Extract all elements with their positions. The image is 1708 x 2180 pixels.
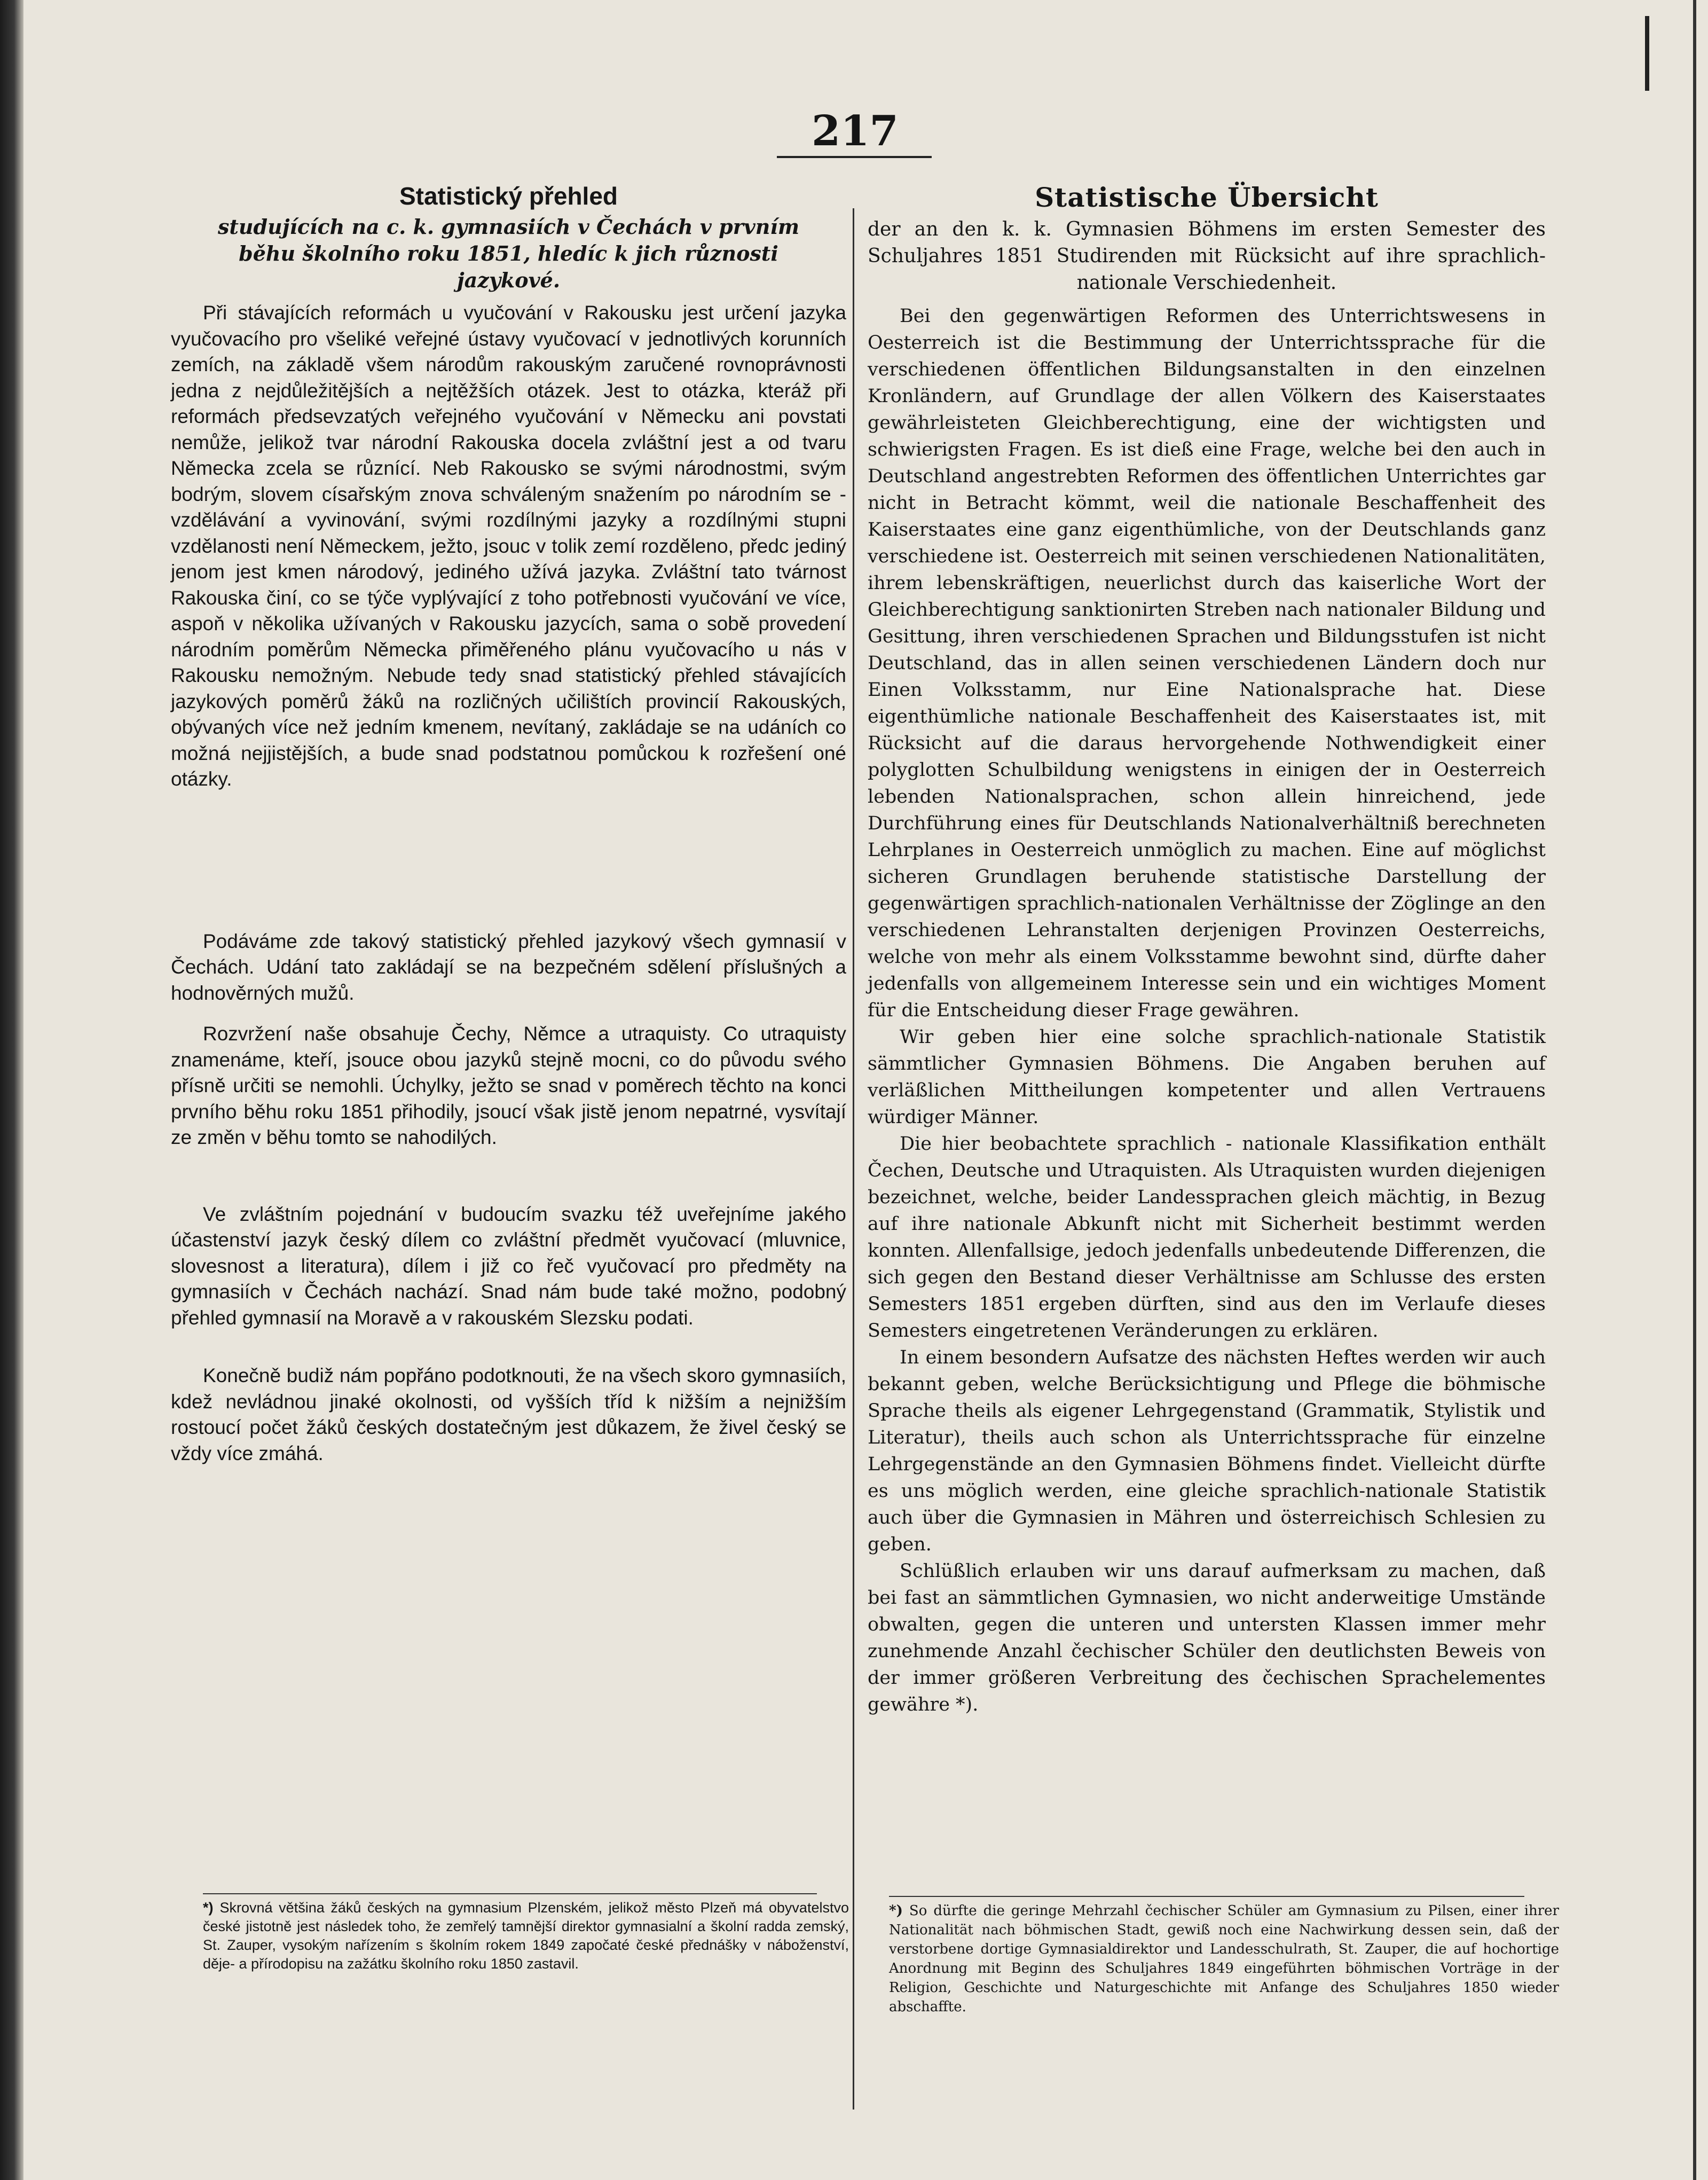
german-paragraph: Schlüßlich erlauben wir uns darauf aufmerksam zu machen, daß bei fast an sämmtlichen Gymnasien, wo nicht anderweitige Umstände obwalten, gegen die unteren und untersten Klassen immer mehr zunehmende Anzahl čechischer Schüler den deutlichsten Beweis von der immer größeren Verbreitung des čechischen Sprachelementes gewähre *). bbox=[868, 1560, 1546, 1715]
czech-title: Statistický přehled bbox=[399, 182, 618, 210]
czech-paragraph: Podáváme zde takový statistický přehled jazykový všech gymnasií v Čechách. Udání tato zakládají se na bezpečném sdělení příslušných a hodnověrných mužů. bbox=[171, 930, 846, 1004]
page-edge bbox=[1693, 0, 1696, 2180]
header-rule bbox=[777, 156, 932, 158]
column-divider bbox=[853, 208, 854, 2110]
czech-paragraph: Při stávajících reformách u vyučování v Rakousku jest určení jazyka vyučovacího pro všeliké veřejné ústavy vyučovací v jednotlivých korunních zemích, na základě všem národům rakouským zaručené rovnoprávnosti jedna z nejdůležitějších a nejtěžších otázek. Jest to otázka, kteráž při reformách předsevzatých veřejného vyučování v Německu ani povstati nemůže, jelikož tvar národní Rakouska docela zvláštní jest a od tvaru Německa zcela se různící. Neb Rakousko se svými národnostmi, svým bodrým, slovem císařským znova schváleným snažením po národním se - vzdělávání a vyvinování, svými rozdílnými jazyky a rozdílnými stupni vzdělanosti není Německem, ježto, jsouc v tolik zemí rozděleno, předc jediný jenom jest kmen národový, jediného užívá jazyka. Zvláštní tato tvárnost Rakouska činí, co se týče vyplývající z toho potřebnosti vyučování ve více, aspoň v několika užívaných v Rakousku jazycích, sama o sobě provedení národním poměrům Německa přiměřeného plánu vyučovacího u nás v Rakousku nemožným. Nebude tedy snad statistický přehled stávajících jazykových poměrů žáků na rozličných učilištích provincií Rakouských, obývaných více než jedním kmenem, nevítaný, zakládaje se na udáních co možná nejjistějších, a bude snad podstatnou pomůckou k rozřešení oné otázky. bbox=[171, 302, 846, 790]
german-paragraph: In einem besondern Aufsatze des nächsten Heftes werden wir auch bekannt geben, welche Berücksichtigung und Pflege die böhmische Sprache theils als eigener Lehrgegenstand (Grammatik, Stylistik und Literatur), theils auch schon als Unterrichtssprache für einzelne Lehrgegenstände an den Gymnasien Böhmens findet. Vielleicht dürfte es uns möglich werden, eine gleiche sprachlich-nationale Statistik auch über die Gymnasien in Mähren und österreichisch Schlesien zu geben. bbox=[868, 1347, 1546, 1555]
czech-paragraph: Konečně budiž nám popřáno podotknouti, že na všech skoro gymnasiích, kdež nevládnou jinaké okolnosti, od vyšších tříd k nižším a nejnižším rostoucí počet žáků českých dostatečným jest důkazem, že živel český se vždy více zmáhá. bbox=[171, 1365, 846, 1464]
czech-paragraph: Ve zvláštním pojednání v budoucím svazku též uveřejníme jakého účastenství jazyk český dílem co zvláštní předmět vyučovací (mluvnice, slovesnost a literatura), dílem i již co řeč vyučovací pro předměty na gymnasiích v Čechách nachází. Snad nám bude také možno, podobný přehled gymnasií na Moravě a v rakouském Slezsku podati. bbox=[171, 1203, 846, 1329]
german-title: Statistische Übersicht bbox=[1035, 182, 1379, 213]
margin-mark bbox=[1645, 16, 1649, 91]
footnote-text: Skrovná většina žáků českých na gymnasium Plzenském, jelikož město Plzeň má obyvatelstvo české jistotně jest následek toho, že zemřelý tamnější direktor gymnasialní a školní radda zemský, St. Zauper, vysokým nařízením s školním rokem 1849 započaté české přednášky v náboženství, děje- a přírodopisu na zažátku školního roku 1850 zastavil. bbox=[203, 1900, 849, 1972]
czech-paragraph: Rozvržení naše obsahuje Čechy, Němce a utraquisty. Co utraquisty znamenáme, kteří, jsouce obou jazyků stejně mocni, co do původu svého přísně určiti se nemohli. Úchylky, ježto se snad v poměrech těchto na konci prvního běhu roku 1851 přihodily, jsoucí však jistě jenom nepatrné, vysvítají ze změn v běhu tomto se nahodilých. bbox=[171, 1023, 846, 1148]
czech-footnote bbox=[203, 1899, 849, 1973]
page-number: 217 bbox=[812, 107, 899, 155]
footnote-mark: *) bbox=[203, 1900, 214, 1916]
german-paragraph: Bei den gegenwärtigen Reformen des Unterrichtswesens in Oesterreich ist die Bestimmung der Unterrichtssprache für die verschiedenen öffentlichen Bildungsanstalten in den einzelnen Kronländern, auf Grundlage der allen Völkern des Kaiserstaates gewährleisteten Gleichberechtigung, eine der wichtigsten und schwierigsten Fragen. Es ist dieß eine Frage, welche bei den auch in Deutschland angestrebten Reformen des öffentlichen Unterrichtes gar nicht in Betracht kömmt, weil die nationale Beschaffenheit des Kaiserstaates eine ganz eigenthümliche, von der Deutschlands ganz verschiedene ist. Oesterreich mit seinen verschiedenen Nationalitäten, ihrem lebenskräftigen, neuerlichst durch das kaiserliche Wort der Gleichberechtigung sanktionirten Streben nach nationaler Bildung und Gesittung, ihren verschiedenen Sprachen und Bildungsstufen ist nicht Deutschland, das in allen seinen verschiedenen Ländern doch nur Einen Volksstamm, nur Eine Nationalsprache hat. Diese eigenthümliche nationale Beschaffenheit des Kaiserstaates ist, mit Rücksicht auf die daraus hervorgehende Nothwendigkeit einer polyglotten Schulbildung wenigstens in einigen der in Oesterreich lebenden Nationalsprachen, schon allein hinreichend, jede Durchführung eines für Deutschlands Nationalverhältniß berechneten Lehrplanes in Oesterreich unmöglich zu machen. Eine auf möglichst sicheren Grundlagen beruhende statistische Darstellung der gegenwärtigen sprachlich-nationalen Verhältnisse der Zöglinge an den verschiedenen Lehranstalten derjenigen Provinzen Oesterreichs, welche von mehr als einem Volksstamme bewohnt sind, dürfte daher jedenfalls von allgemeinem Interesse sein und ein wichtiges Moment für die Entscheidung dieser Frage gewähren. bbox=[868, 305, 1546, 1021]
footnote-rule bbox=[203, 1893, 817, 1894]
german-column bbox=[868, 182, 1546, 1718]
czech-subtitle: studujících na c. k. gymnasiích v Čechách v prvním běhu školního roku 1851, hledíc k jich různosti jazykové. bbox=[217, 215, 800, 292]
czech-column bbox=[171, 182, 846, 1467]
binding-edge bbox=[0, 0, 23, 2180]
footnote-text: So dürfte die geringe Mehrzahl čechischer Schüler am Gymnasium zu Pilsen, einer ihrer Nationalität nach böhmischen Stadt, gewiß noch eine Nachwirkung dessen sein, daß der verstorbene dortige Gymnasialdirektor und Landesschulrath, St. Zauper, die auf hochortige Anordnung mit Beginn des Schuljahres 1849 eingeführten böhmischen Vorträge in der Religion, Geschichte und Naturgeschichte mit Anfange des Schuljahres 1850 wieder abschaffte. bbox=[889, 1903, 1559, 2015]
german-subtitle: der an den k. k. Gymnasien Böhmens im ersten Semester des Schuljahres 1851 Studirenden mit Rücksicht auf ihre sprachlich-nationale Verschiedenheit. bbox=[868, 218, 1546, 294]
german-paragraph: Die hier beobachtete sprachlich - nationale Klassifikation enthält Čechen, Deutsche und Utraquisten. Als Utraquisten wurden diejenigen bezeichnet, welche, beider Landessprachen gleich mächtig, in Bezug auf ihre nationale Abkunft nicht mit Sicherheit bestimmt werden konnten. Allenfallsige, jedoch jedenfalls unbedeutende Differenzen, die sich gegen den Bestand dieser Verhältnisse am Schlusse des ersten Semesters 1851 ergeben dürften, sind aus den im Verlaufe dieses Semesters eingetretenen Veränderungen zu erklären. bbox=[868, 1133, 1546, 1342]
footnote-mark: *) bbox=[889, 1903, 903, 1919]
german-footnote bbox=[889, 1901, 1559, 2017]
german-paragraph: Wir geben hier eine solche sprachlich-nationale Statistik sämmtlicher Gymnasien Böhmens. Die Angaben beruhen auf verläßlichen Mittheilungen kompetenter und allen Vertrauens würdiger Männer. bbox=[868, 1026, 1546, 1128]
footnote-rule bbox=[889, 1896, 1524, 1897]
